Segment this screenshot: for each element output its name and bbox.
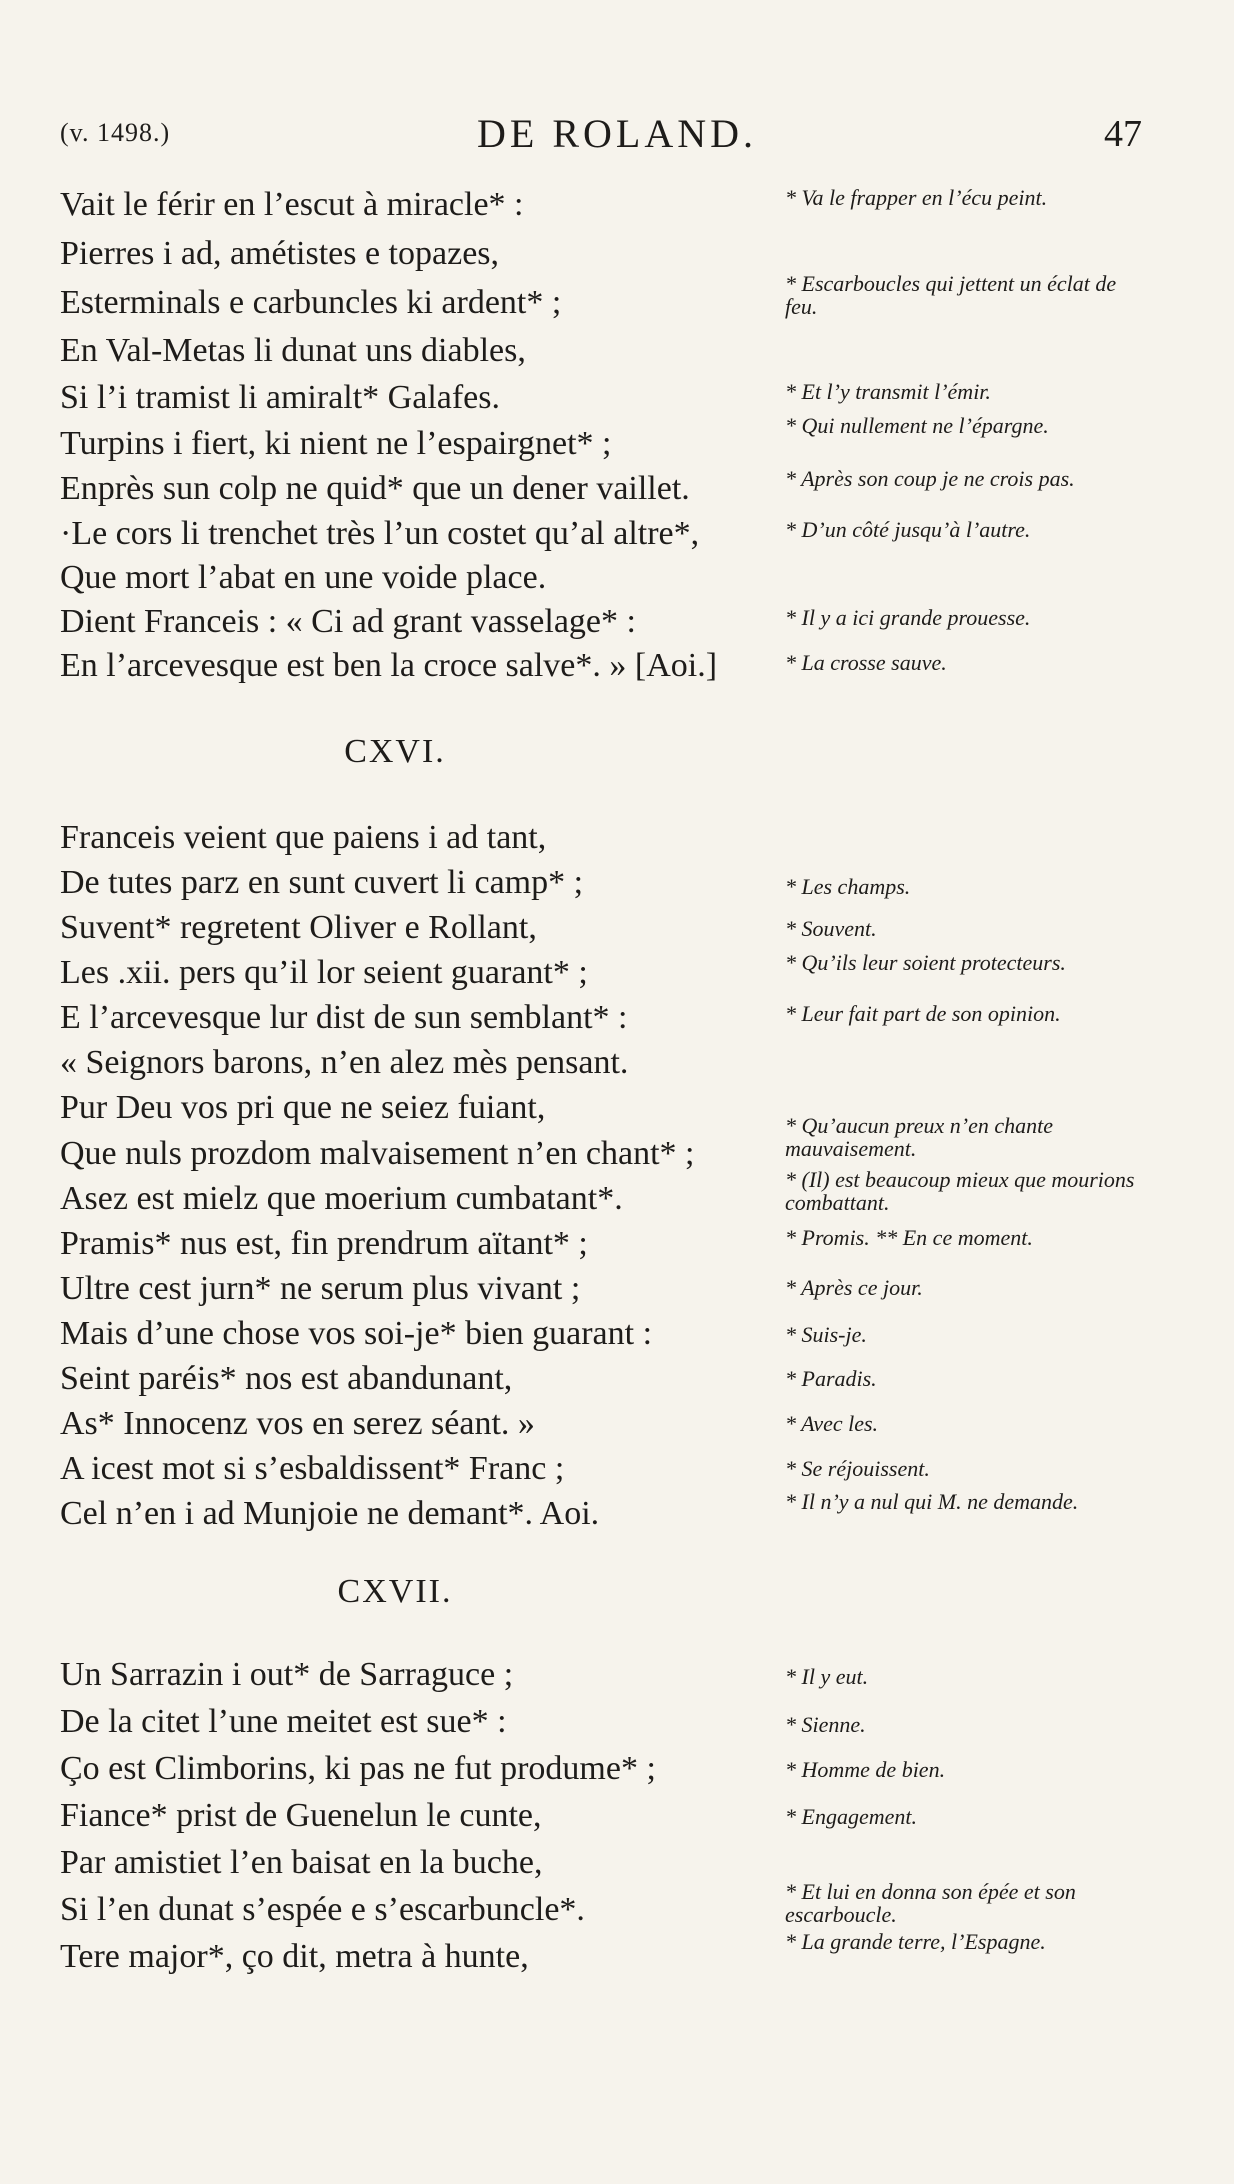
gloss-note: * Qui nullement ne l’épargne. <box>785 413 1049 438</box>
verse-line: Suvent* regretent Oliver e Rollant, <box>60 909 537 946</box>
verse-line: De la citet l’une meitet est sue* : <box>60 1703 507 1740</box>
verse-line: « Seignors barons, n’en alez mès pensant. <box>60 1044 629 1081</box>
gloss-note: * Promis. ** En ce moment. <box>785 1225 1033 1250</box>
gloss-note: * Et lui en donna son épée et son escarboucle. <box>785 1879 1076 1927</box>
gloss-note: * Il y eut. <box>785 1664 869 1689</box>
gloss-note: * Suis-je. <box>785 1322 867 1347</box>
verse-line: Ultre cest jurn* ne serum plus vivant ; <box>60 1270 581 1307</box>
verse-line: Tere major*, ço dit, metra à hunte, <box>60 1938 529 1975</box>
verse-line: Franceis veient que paiens i ad tant, <box>60 819 547 856</box>
verse-line: Fiance* prist de Guenelun le cunte, <box>60 1797 542 1834</box>
verse-line: Seint paréis* nos est abandunant, <box>60 1360 513 1397</box>
verse-line: Dient Franceis : « Ci ad grant vasselage* : <box>60 603 636 640</box>
verse-line: E l’arcevesque lur dist de sun semblant* : <box>60 999 628 1036</box>
gloss-note: * Va le frapper en l’écu peint. <box>785 185 1048 210</box>
gloss-note: * La crosse sauve. <box>785 650 947 675</box>
gloss-note: * Et l’y transmit l’émir. <box>785 379 991 404</box>
verse-line: Cel n’en i ad Munjoie ne demant*. Aoi. <box>60 1495 600 1532</box>
verse-line: Que mort l’abat en une voide place. <box>60 559 547 596</box>
verse-line: A icest mot si s’esbaldissent* Franc ; <box>60 1450 565 1487</box>
gloss-note: * (Il) est beaucoup mieux que mourions combattant. <box>785 1167 1135 1215</box>
gloss-note: * Sienne. <box>785 1712 866 1737</box>
verse-line: En Val-Metas li dunat uns diables, <box>60 332 526 369</box>
gloss-note: * Après ce jour. <box>785 1275 923 1300</box>
gloss-note: * Escarboucles qui jettent un éclat de feu. <box>785 271 1117 319</box>
verse-line: Vait le férir en l’escut à miracle* : <box>60 186 524 223</box>
gloss-note: * Il y a ici grande prouesse. <box>785 605 1031 630</box>
verse-line: Esterminals e carbuncles ki ardent* ; <box>60 284 562 321</box>
verse-line: Pierres i ad, amétistes e topazes, <box>60 235 500 272</box>
verse-line: En l’arcevesque est ben la croce salve*. » [Aoi.] <box>60 647 718 684</box>
verse-line: Pramis* nus est, fin prendrum aïtant* ; <box>60 1225 588 1262</box>
verse-line: Mais d’une chose vos soi-je* bien guarant : <box>60 1315 653 1352</box>
verse-line: ·Le cors li trenchet très l’un costet qu’al altre*, <box>60 515 700 552</box>
page-number: 47 <box>1104 113 1142 155</box>
stanza-heading: CXVII. <box>337 1573 453 1610</box>
running-title: DE ROLAND. <box>477 111 757 156</box>
gloss-note: * Souvent. <box>785 916 877 941</box>
gloss-note: * Qu’ils leur soient protecteurs. <box>785 950 1066 975</box>
gloss-note: * Après son coup je ne crois pas. <box>785 466 1075 491</box>
verse-line: As* Innocenz vos en serez séant. » <box>60 1405 535 1442</box>
gloss-note: * Leur fait part de son opinion. <box>785 1001 1061 1026</box>
verse-line: Que nuls prozdom malvaisement n’en chant* ; <box>60 1135 695 1172</box>
verse-line: Enprès sun colp ne quid* que un dener vaillet. <box>60 470 690 507</box>
verse-line: Turpins i fiert, ki nient ne l’espairgnet* ; <box>60 425 612 462</box>
verse-line: Par amistiet l’en baisat en la buche, <box>60 1844 543 1881</box>
verse-line: Un Sarrazin i out* de Sarraguce ; <box>60 1656 514 1693</box>
gloss-note: * Se réjouissent. <box>785 1456 930 1481</box>
verse-line: Asez est mielz que moerium cumbatant*. <box>60 1180 623 1217</box>
gloss-note: * Qu’aucun preux n’en chante mauvaisement. <box>785 1113 1053 1161</box>
verse-line: Si l’i tramist li amiralt* Galafes. <box>60 379 501 416</box>
gloss-note: * Homme de bien. <box>785 1757 946 1782</box>
gloss-note: * D’un côté jusqu’à l’autre. <box>785 517 1031 542</box>
gloss-note: * Avec les. <box>785 1411 879 1436</box>
verse-line: De tutes parz en sunt cuvert li camp* ; <box>60 864 584 901</box>
gloss-note: * Il n’y a nul qui M. ne demande. <box>785 1489 1079 1514</box>
verse-line: Les .xii. pers qu’il lor seient guarant* ; <box>60 954 588 991</box>
gloss-note: * Les champs. <box>785 874 911 899</box>
verse-line: Si l’en dunat s’espée e s’escarbuncle*. <box>60 1891 585 1928</box>
verse-line: Ço est Climborins, ki pas ne fut produme* ; <box>60 1750 656 1787</box>
gloss-note: * Engagement. <box>785 1804 917 1829</box>
verse-line: Pur Deu vos pri que ne seiez fuiant, <box>60 1089 546 1126</box>
stanza-heading: CXVI. <box>344 733 446 770</box>
gloss-note: * Paradis. <box>785 1366 877 1391</box>
page-header <box>0 110 1234 160</box>
verse-reference: (v. 1498.) <box>60 118 171 147</box>
gloss-note: * La grande terre, l’Espagne. <box>785 1929 1046 1954</box>
